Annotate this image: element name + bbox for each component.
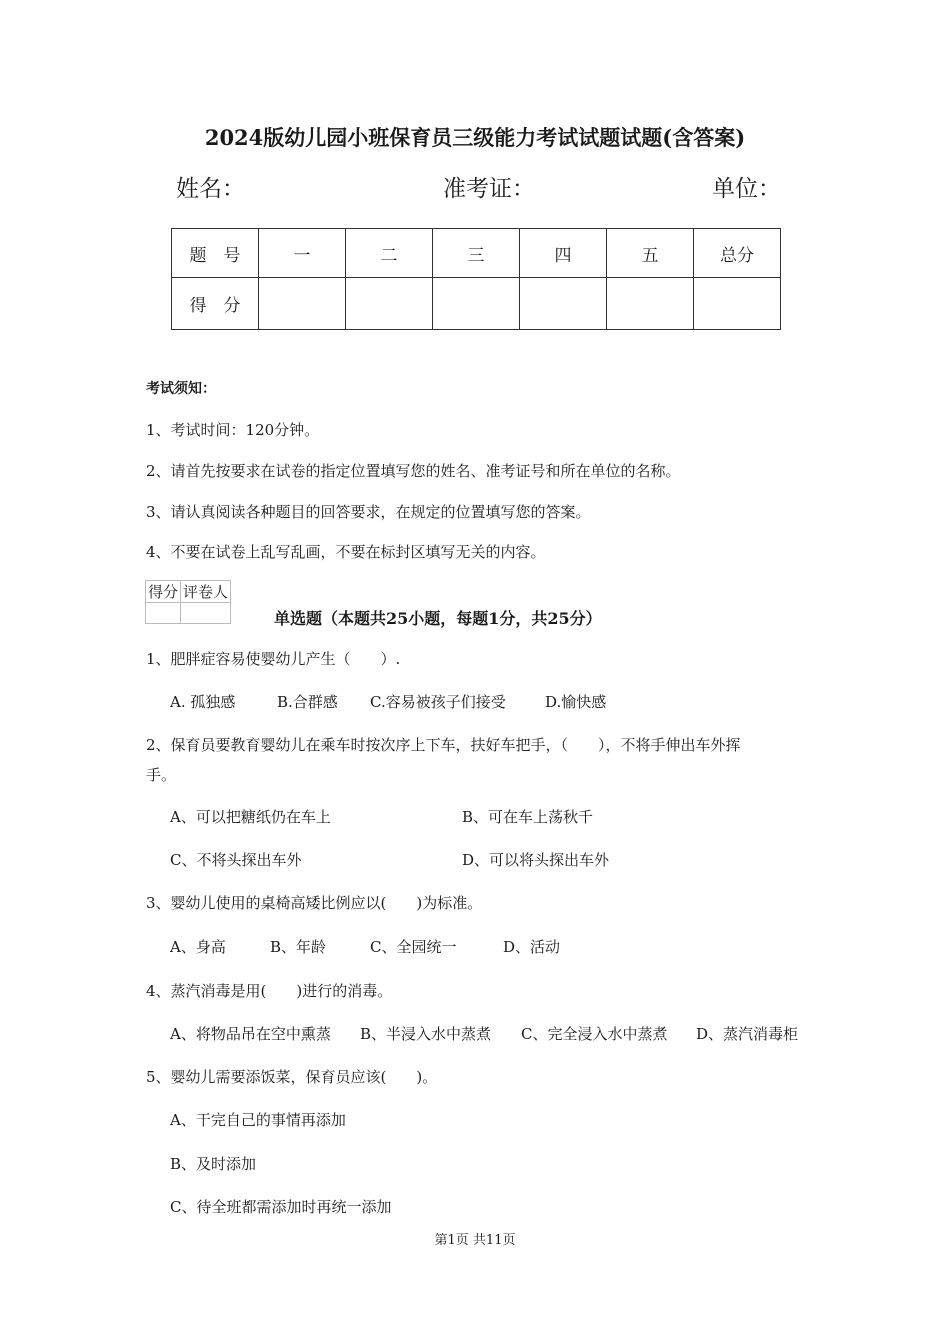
section-title: 单选题（本题共25小题，每题1分，共25分） [274,609,602,628]
score-header-cell: 二 [346,229,433,278]
score-header-cell: 一 [259,229,346,278]
unit-field-label: 单位： [712,176,781,202]
question-option: A、将物品吊在空中熏蒸 [170,1025,331,1043]
question-stem: 1、肥胖症容易使婴幼儿产生（ ）. [146,650,401,668]
question-option: A、可以把糖纸仍在车上 [170,808,331,826]
question-option: D、活动 [503,938,561,956]
question-option: C.容易被孩子们接受 [370,693,506,711]
score-header-cell: 五 [607,229,694,278]
score-cell [520,278,607,330]
notice-item: 3、请认真阅读各种题目的回答要求，在规定的位置填写您的答案。 [146,503,591,521]
question-option: A、干完自己的事情再添加 [170,1111,346,1129]
question-option: A. 孤独感 [170,693,236,711]
question-option: B、年龄 [270,938,327,956]
question-option: B、半浸入水中蒸煮 [360,1025,492,1043]
grader-score-label: 得分 [146,581,181,603]
score-cell [346,278,433,330]
notice-item: 4、不要在试卷上乱写乱画，不要在标封区填写无关的内容。 [146,543,546,561]
grader-score-cell [146,603,181,624]
exam-number-field-label: 准考证： [443,176,535,202]
grader-name-cell [181,603,231,624]
page-title: 2024版幼儿园小班保育员三级能力考试试题试题(含答案) [204,125,746,150]
question-option: A、身高 [170,938,226,956]
grader-box [145,580,231,624]
notice-heading: 考试须知： [146,381,216,397]
score-header-cell: 四 [520,229,607,278]
question-option: B、可在车上荡秋千 [462,808,594,826]
score-cell [607,278,694,330]
question-stem: 5、婴幼儿需要添饭菜，保育员应该( )。 [146,1068,438,1086]
score-table-header-row [172,229,781,278]
page-footer: 第1页 共11页 [434,1233,516,1248]
score-header-cell: 三 [433,229,520,278]
question-option: C、全园统一 [370,938,457,956]
score-header-cell: 总分 [694,229,781,278]
question-option: C、完全浸入水中蒸煮 [521,1025,668,1043]
question-option: D、蒸汽消毒柜 [696,1025,799,1043]
question-option: D.愉快感 [545,693,607,711]
score-row-label: 得 分 [172,278,259,330]
notice-item: 2、请首先按要求在试卷的指定位置填写您的姓名、准考证号和所在单位的名称。 [146,462,681,480]
question-stem: 4、蒸汽消毒是用( )进行的消毒。 [146,982,393,1000]
name-field-label: 姓名： [176,176,245,202]
notice-item: 1、考试时间：120分钟。 [146,421,320,439]
question-option: C、不将头探出车外 [170,851,302,869]
question-stem-continued: 手。 [146,766,177,784]
score-cell [694,278,781,330]
question-option: C、待全班都需添加时再统一添加 [170,1198,392,1216]
question-option: D、可以将头探出车外 [462,851,610,869]
score-table-score-row [172,278,781,330]
score-cell [259,278,346,330]
score-cell [433,278,520,330]
question-option: B.合群感 [277,693,338,711]
question-stem: 3、婴幼儿使用的桌椅高矮比例应以( )为标准。 [146,894,483,912]
question-option: B、及时添加 [170,1155,257,1173]
score-header-cell: 题 号 [172,229,259,278]
score-table [171,228,781,330]
question-stem: 2、保育员要教育婴幼儿在乘车时按次序上下车，扶好车把手，（ ），不将手伸出车外挥 [146,736,741,754]
grader-name-label: 评卷人 [181,581,231,603]
